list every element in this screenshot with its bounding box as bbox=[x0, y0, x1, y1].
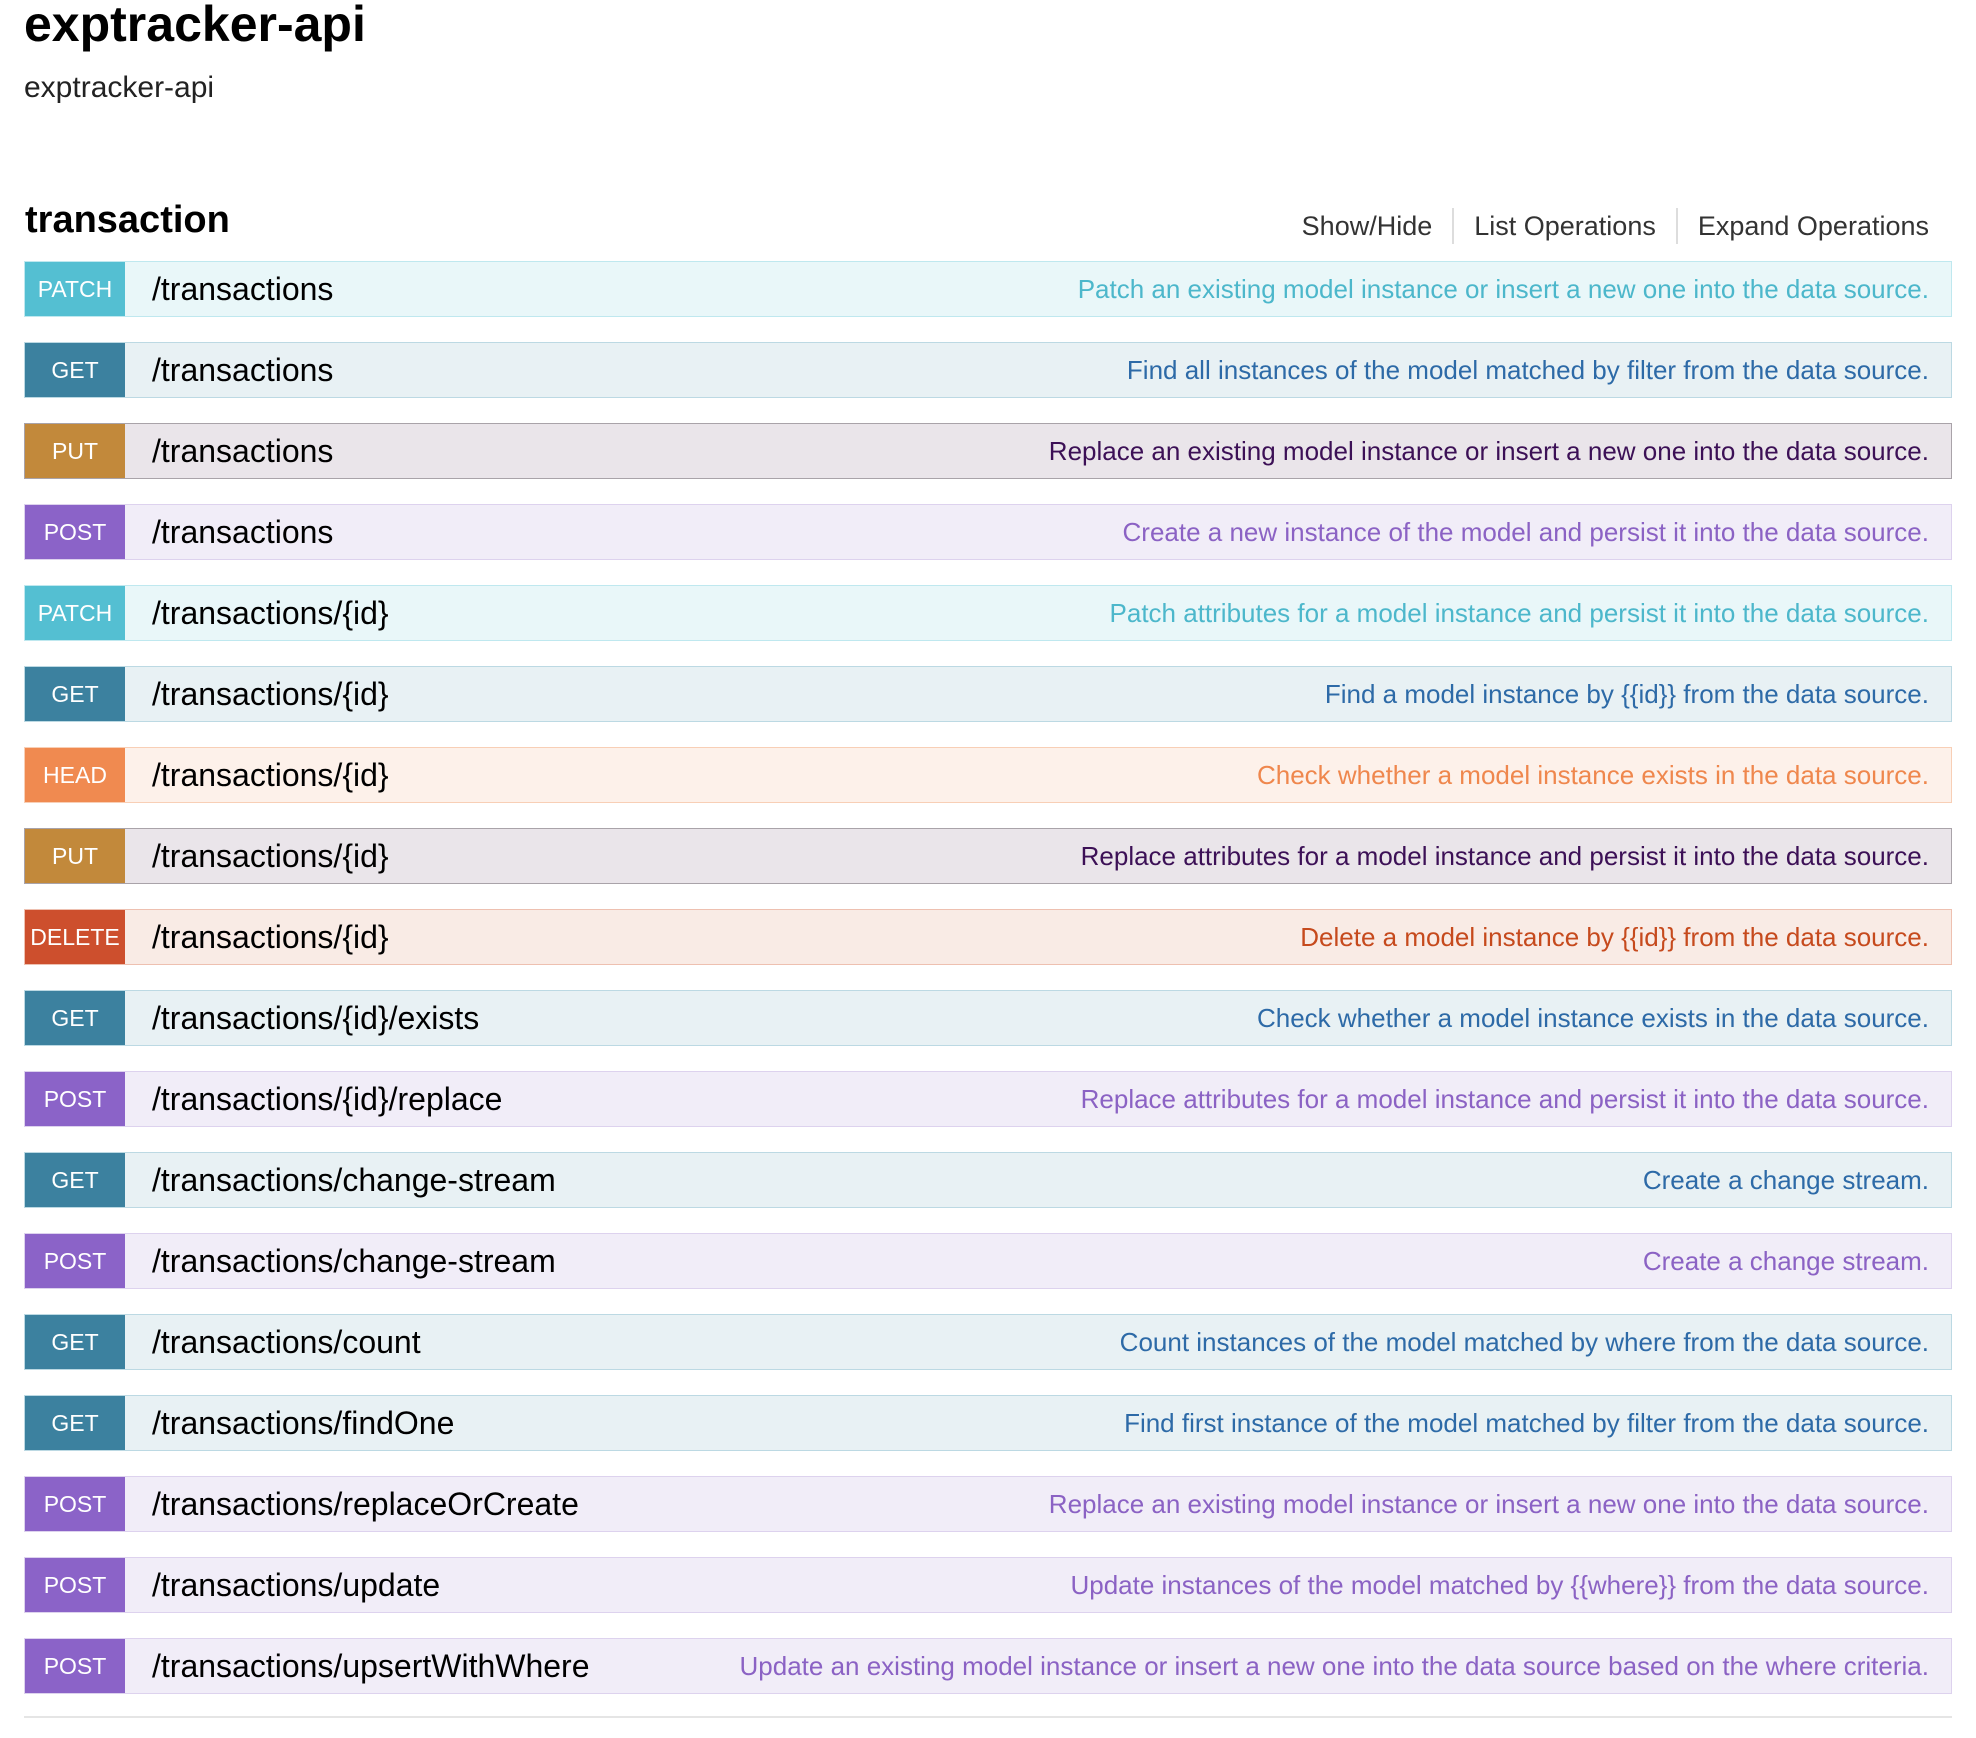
operation-path[interactable]: /transactions/change-stream bbox=[152, 1242, 556, 1279]
operation-summary[interactable]: Create a change stream. bbox=[1642, 1164, 1929, 1195]
http-method-badge[interactable]: HEAD bbox=[25, 748, 125, 802]
operation-summary[interactable]: Check whether a model instance exists in the data source. bbox=[1256, 1002, 1929, 1033]
http-method-badge[interactable]: GET bbox=[25, 343, 125, 397]
operation-row[interactable] bbox=[24, 261, 1952, 317]
http-method-badge[interactable]: POST bbox=[25, 1558, 125, 1612]
operation-summary[interactable]: Find first instance of the model matched by filter from the data source. bbox=[1124, 1407, 1929, 1438]
operation-path[interactable]: /transactions/{id}/exists bbox=[152, 999, 480, 1036]
http-method-badge[interactable]: POST bbox=[25, 1639, 125, 1693]
http-method-badge[interactable]: GET bbox=[25, 1153, 125, 1207]
operation-row[interactable] bbox=[24, 990, 1952, 1046]
operation-summary[interactable]: Patch an existing model instance or insert a new one into the data source. bbox=[1077, 273, 1929, 304]
operation-row[interactable] bbox=[24, 666, 1952, 722]
operation-row[interactable] bbox=[24, 909, 1952, 965]
operation-summary[interactable]: Replace an existing model instance or insert a new one into the data source. bbox=[1048, 435, 1929, 466]
operation-path[interactable]: /transactions/update bbox=[152, 1566, 441, 1603]
http-method-badge[interactable]: POST bbox=[25, 1072, 125, 1126]
operation-summary[interactable]: Replace attributes for a model instance and persist it into the data source. bbox=[1080, 840, 1929, 871]
api-title: exptracker-api bbox=[24, 0, 366, 52]
operation-path[interactable]: /transactions/replaceOrCreate bbox=[152, 1485, 579, 1522]
operation-row[interactable] bbox=[24, 342, 1952, 398]
operation-row[interactable] bbox=[24, 1638, 1952, 1694]
http-method-badge[interactable]: GET bbox=[25, 1396, 125, 1450]
operation-path[interactable]: /transactions/{id} bbox=[152, 675, 389, 712]
list-operations-link[interactable]: List Operations bbox=[1452, 208, 1676, 244]
resource-actions bbox=[1282, 208, 1929, 244]
http-method-badge[interactable]: PATCH bbox=[25, 586, 125, 640]
operation-summary[interactable]: Create a new instance of the model and persist it into the data source. bbox=[1122, 516, 1929, 547]
http-method-badge[interactable]: PUT bbox=[25, 829, 125, 883]
http-method-badge[interactable]: GET bbox=[25, 667, 125, 721]
http-method-badge[interactable]: DELETE bbox=[25, 910, 125, 964]
expand-operations-link[interactable]: Expand Operations bbox=[1676, 208, 1929, 244]
operation-row[interactable] bbox=[24, 1071, 1952, 1127]
http-method-badge[interactable]: POST bbox=[25, 505, 125, 559]
operation-summary[interactable]: Create a change stream. bbox=[1642, 1245, 1929, 1276]
show-hide-link[interactable]: Show/Hide bbox=[1301, 211, 1433, 241]
operation-summary[interactable]: Delete a model instance by {{id}} from the data source. bbox=[1300, 921, 1929, 952]
http-method-badge[interactable]: POST bbox=[25, 1234, 125, 1288]
operation-row[interactable] bbox=[24, 1152, 1952, 1208]
resource-heading-transaction[interactable]: transaction bbox=[25, 199, 230, 241]
operation-path[interactable]: /transactions/change-stream bbox=[152, 1161, 556, 1198]
operation-summary[interactable]: Replace attributes for a model instance and persist it into the data source. bbox=[1080, 1083, 1929, 1114]
operation-path[interactable]: /transactions/count bbox=[152, 1323, 421, 1360]
operation-summary[interactable]: Update instances of the model matched by {{where}} from the data source. bbox=[1070, 1569, 1929, 1600]
http-method-badge[interactable]: GET bbox=[25, 991, 125, 1045]
operation-path[interactable]: /transactions/findOne bbox=[152, 1404, 455, 1441]
operation-summary[interactable]: Replace an existing model instance or insert a new one into the data source. bbox=[1048, 1488, 1929, 1519]
operation-path[interactable]: /transactions bbox=[152, 513, 334, 550]
operation-path[interactable]: /transactions bbox=[152, 351, 334, 388]
operation-row[interactable] bbox=[24, 504, 1952, 560]
operation-row[interactable] bbox=[24, 1557, 1952, 1613]
operation-summary[interactable]: Update an existing model instance or insert a new one into the data source based on the where criteria. bbox=[739, 1650, 1929, 1681]
operation-path[interactable]: /transactions bbox=[152, 432, 334, 469]
operation-path[interactable]: /transactions bbox=[152, 270, 334, 307]
operation-row[interactable] bbox=[24, 1395, 1952, 1451]
section-divider bbox=[24, 1716, 1952, 1718]
operation-row[interactable] bbox=[24, 1476, 1952, 1532]
operation-path[interactable]: /transactions/upsertWithWhere bbox=[152, 1647, 590, 1684]
operation-summary[interactable]: Patch attributes for a model instance and persist it into the data source. bbox=[1109, 597, 1929, 628]
operation-path[interactable]: /transactions/{id}/replace bbox=[152, 1080, 503, 1117]
operation-row[interactable] bbox=[24, 1314, 1952, 1370]
operation-path[interactable]: /transactions/{id} bbox=[152, 918, 389, 955]
http-method-badge[interactable]: POST bbox=[25, 1477, 125, 1531]
operation-summary[interactable]: Find all instances of the model matched by filter from the data source. bbox=[1126, 354, 1929, 385]
operation-row[interactable] bbox=[24, 747, 1952, 803]
operation-row[interactable] bbox=[24, 828, 1952, 884]
operation-summary[interactable]: Find a model instance by {{id}} from the data source. bbox=[1324, 678, 1929, 709]
api-subtitle: exptracker-api bbox=[24, 71, 215, 104]
operation-row[interactable] bbox=[24, 585, 1952, 641]
operation-row[interactable] bbox=[24, 1233, 1952, 1289]
operation-path[interactable]: /transactions/{id} bbox=[152, 594, 389, 631]
operation-summary[interactable]: Count instances of the model matched by where from the data source. bbox=[1119, 1326, 1929, 1357]
operation-path[interactable]: /transactions/{id} bbox=[152, 837, 389, 874]
operations-list bbox=[24, 261, 1952, 1719]
http-method-badge[interactable]: PUT bbox=[25, 424, 125, 478]
operation-row[interactable] bbox=[24, 423, 1952, 479]
http-method-badge[interactable]: GET bbox=[25, 1315, 125, 1369]
http-method-badge[interactable]: PATCH bbox=[25, 262, 125, 316]
operation-path[interactable]: /transactions/{id} bbox=[152, 756, 389, 793]
operation-summary[interactable]: Check whether a model instance exists in the data source. bbox=[1256, 759, 1929, 790]
